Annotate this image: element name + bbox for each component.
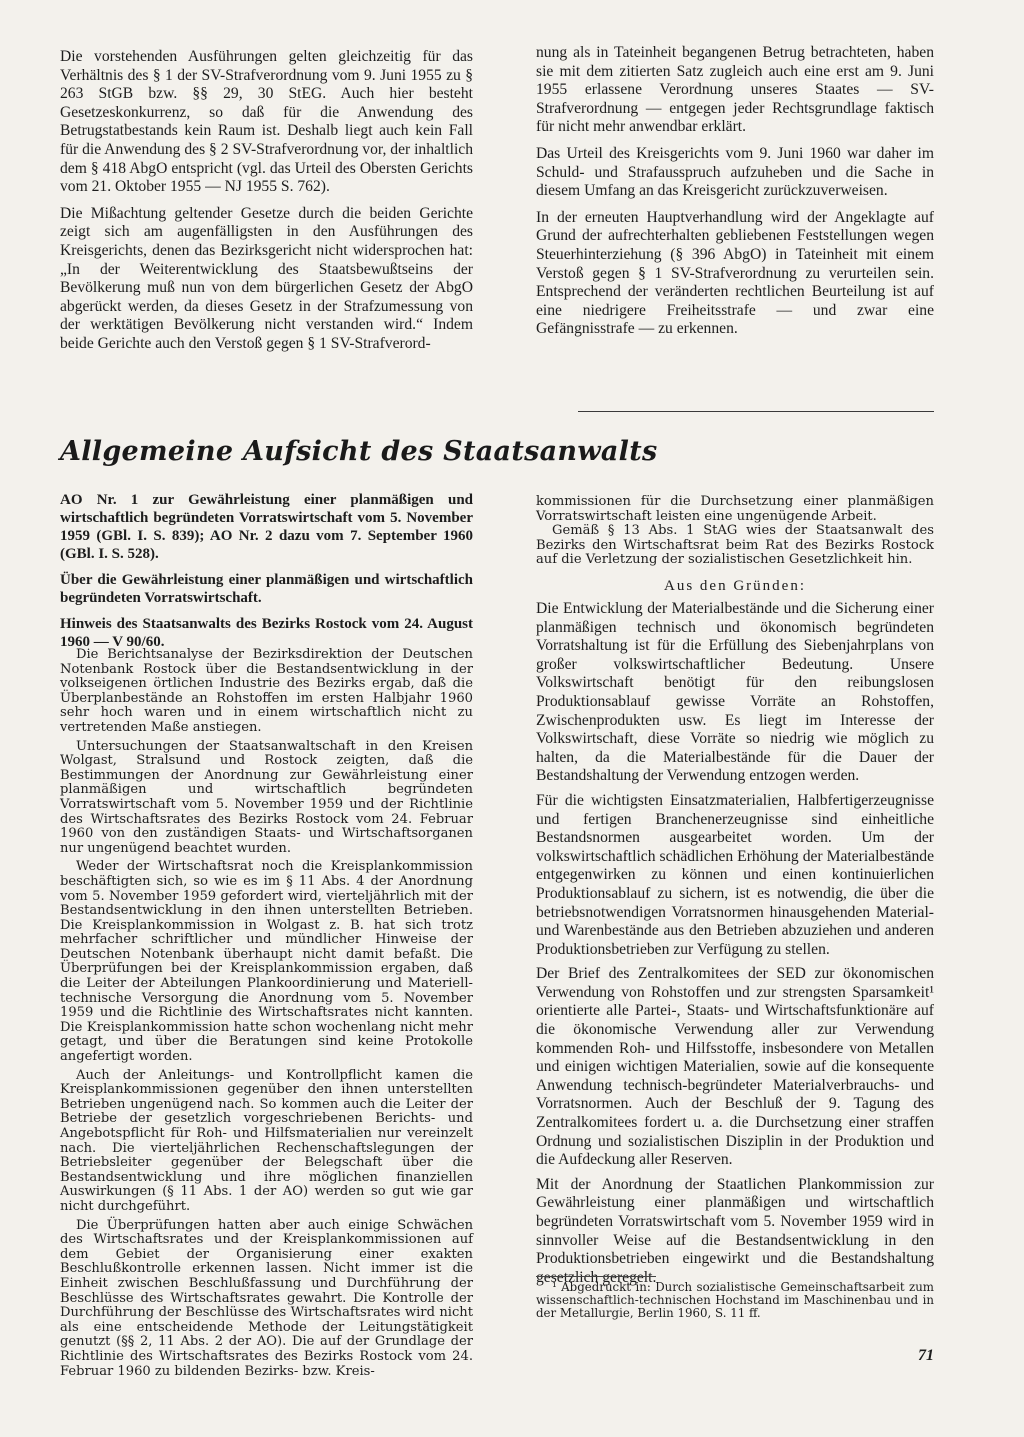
facts-continuation (536, 495, 934, 568)
paragraph: Die vorstehenden Ausführungen gelten gleichzeitig für das Verhältnis des § 1 der SV-Strafverordnung vom 9. Juni 1955 zu § 263 StGB bzw. §§ 29, 30 StEG. Auch hier besteht Gesetzeskonkurrenz, so daß für die Anwendung des Betrugstatbestands kein Raum ist. Deshalb liegt auch kein Fall für die Anwendung des § 2 SV-Strafverordnung vor, der inhaltlich dem § 418 AbgO entspricht (vgl. das Urteil des Obersten Gerichts vom 21. Oktober 1955 — NJ 1955 S. 762). (60, 48, 473, 196)
footnote (536, 1281, 934, 1320)
paragraph: Für die wichtigsten Einsatzmaterialien, Halbfertigerzeugnisse und fertigen Branchenerzeugnisse sind einheitliche Bestandsnormen ausgearbeitet worden. Um der volkswirtschaftlich schädlichen Erhöhung der Materialbestände entgegenwirken zu können und einen kontinuierlichen Produktionsablauf zu sichern, ist es notwendig, die über die betriebsnotwendigen Vorratsnormen hinausgehenden Material- und Warenbestände aus den Betrieben abzuziehen und anderen Produktionsbetrieben zur Verfügung zu stellen. (536, 791, 934, 958)
paragraph: Gemäß § 13 Abs. 1 StAG wies der Staatsanwalt des Bezirks den Wirtschaftsrat beim Rat des Bezirks Rostock auf die Verletzung der sozialistischen Gesetzlichkeit hin. (536, 523, 934, 568)
paragraph: Die Entwicklung der Materialbestände und die Sicherung einer planmäßigen technisch und ökonomisch begründeten Vorratshaltung ist für die Erfüllung des Siebenjahrplans von großer volkswirtschaftlicher Bedeutung. Unsere Volkswirtschaft benötigt für den reibungslosen Produktionsablauf gewisse Vorräte an Rohstoffen, Zwischenprodukten usw. Es liegt im Interesse der Volkswirtschaft, diese Vorräte so niedrig wie möglich zu halten, da die Materialbestände für die Dauer der Bestandshaltung der Verwendung entzogen werden. (536, 600, 934, 785)
page-number: 71 (918, 1347, 934, 1364)
paragraph: In der erneuten Hauptverhandlung wird der Angeklagte auf Grund der aufrechterhalten gebliebenen Feststellungen wegen Steuerhinterziehung (§ 396 AbgO) in Tateinheit mit einem Verstoß gegen § 1 SV-Strafverordnung zu verurteilen sein. Entsprechend der veränderten rechtlichen Beurteilung ist auf eine niedrigere Freiheitsstrafe — und zwar eine Gefängnisstrafe — zu erkennen. (536, 208, 934, 338)
decision-heading: Hinweis des Staatsanwalts des Bezirks Rostock vom 24. August 1960 — V 90/60. (60, 616, 473, 650)
paragraph: Die Mißachtung geltender Gesetze durch die beiden Gerichte zeigt sich am augenfälligsten in den Ausführungen des Kreisgerichts, denen das Bezirksgericht nicht widersprochen hat: „In der Weiterentwicklung des Staatsbewußtseins der Bevölkerung muß nun von dem bürgerlichen Gesetz der AbgO abgerückt werden, da dieses Gesetz in der Strafzumessung von der werktätigen Bevölkerung nicht verstanden wird.“ Indem beide Gerichte auch den Verstoß gegen § 1 SV-Strafverord- (60, 204, 473, 352)
reasons-column (536, 600, 934, 1287)
paragraph: Mit der Anordnung der Staatlichen Plankommission zur Gewährleistung einer planmäßigen und wirtschaftlich begründeten Vorratswirtschaft vom 5. November 1959 wird in sinnvoller Weise auf die Bestandsentwicklung in den Produktionsbetrieben eingewirkt und die Bestandshaltung gesetzlich geregelt. (536, 1175, 934, 1286)
reasons-heading: Aus den Gründen: (664, 578, 806, 594)
footnote-divider (536, 1276, 656, 1277)
section-heading: Allgemeine Aufsicht des Staatsanwalts (60, 436, 658, 467)
paragraph: Untersuchungen der Staatsanwaltschaft in den Kreisen Wolgast, Stralsund und Rostock zeigten, daß die Bestimmungen der Anordnung zur Gewährleistung einer planmäßigen und wirtschaftlich begründeten Vorratswirtschaft vom 5. November 1959 und der Richtlinie des Wirtschaftsrates des Bezirks Rostock vom 24. Februar 1960 von den zuständigen Staats- und Wirtschaftsorganen nur ungenügend beachtet wurden. (60, 738, 473, 856)
paragraph: nung als in Tateinheit begangenen Betrug betrachteten, haben sie mit dem zitierten Satz zugleich auch eine erst am 9. Juni 1955 erlassene Verordnung unseres Staates — SV-Strafverordnung — entgegen jeder Rechtsgrundlage faktisch für nicht mehr anwendbar erklärt. (536, 44, 934, 136)
paragraph: Der Brief des Zentralkomitees der SED zur ökonomischen Verwendung von Rohstoffen und zur strengsten Sparsamkeit¹ orientierte alle Partei-, Staats- und Wirtschaftsfunktionäre auf die ökonomische Verwendung aller zur Verwendung kommenden Roh- und Hilfsstoffe, insbesondere von Metallen und einigen wichtigen Materialien, sowie auf die konsequente Anwendung technisch-begründeter Materialverbrauchs- und Vorratsnormen. Auch der Beschluß der 9. Tagung des Zentralkomitees fordert u. a. die Durchsetzung einer straffen Ordnung und sozialistischen Disziplin in der Produktion und die Aufdeckung aller Reserven. (536, 965, 934, 1169)
footnote-text: ¹ Abgedruckt in: Durch sozialistische Gemeinschaftsarbeit zum wissenschaftlich-technischen Hochstand im Maschinenbau und in der Metallurgie, Berlin 1960, S. 11 ff. (536, 1280, 934, 1320)
paragraph: Die Berichtsanalyse der Bezirksdirektion der Deutschen Notenbank Rostock über die Bestandsentwicklung in der volkseigenen örtlichen Industrie des Bezirks ergab, daß die Überplanbestände an Rohstoffen im ersten Halbjahr 1960 sehr hoch waren und in einem wirtschaftlich nicht zu vertretenden Maße anstiegen. (60, 647, 473, 735)
decision-heading: AO Nr. 1 zur Gewährleistung einer planmäßigen und wirtschaftlich begründeten Vorratswirtschaft vom 5. November 1959 (GBl. I. S. 839); AO Nr. 2 dazu vom 7. September 1960 (GBl. I. S. 528). (60, 492, 473, 562)
decision-heading: Über die Gewährleistung einer planmäßigen und wirtschaftlich begründeten Vorratswirtschaft. (60, 572, 473, 606)
facts-column (60, 648, 473, 1379)
paragraph: Weder der Wirtschaftsrat noch die Kreisplankommission beschäftigten sich, so wie es im § 11 Abs. 4 der Anordnung vom 5. November 1959 gefordert wird, vierteljährlich mit der Bestandsentwicklung in den ihnen unterstellten Betrieben. Die Kreisplankommission in Wolgast z. B. hat sich trotz mehrfacher schriftlicher und mündlicher Hinweise der Deutschen Notenbank überhaupt nicht damit befaßt. Die Überprüfungen bei der Kreisplankommission ergaben, daß die Leiter der Abteilungen Plankoordinierung und Materiell-technische Versorgung die Anordnung vom 5. November 1959 und die Richtlinie des Wirtschaftsrates nicht kannten. Die Kreisplankommission hatte schon wochenlang nicht mehr getagt, und über die Beratungen sind keine Protokolle angefertigt worden. (60, 859, 473, 1065)
decision-headings (60, 491, 473, 659)
paragraph: kommissionen für die Durchsetzung einer planmäßigen Vorratswirtschaft leisten eine ungenügende Arbeit. (536, 494, 934, 524)
top-right-column (536, 44, 934, 339)
section-divider (578, 411, 934, 412)
paragraph: Auch der Anleitungs- und Kontrollpflicht kamen die Kreisplankommissionen gegenüber den ihnen unterstellten Betrieben ungenügend nach. So kommen auch die Leiter der Betriebe der gesetzlich vorgeschriebenen Berichts- und Angebotspflicht für Roh- und Hilfsmaterialien nur vereinzelt nach. Die vierteljährlichen Rechenschaftslegungen der Betriebsleiter gegenüber der Belegschaft über die Bestandsentwicklung und ihre möglichen finanziellen Auswirkungen (§ 11 Abs. 1 der AO) werden so gut wie gar nicht durchgeführt. (60, 1067, 473, 1214)
top-left-column (60, 48, 473, 354)
paragraph: Die Überprüfungen hatten aber auch einige Schwächen des Wirtschaftsrates und der Kreisplankommissionen auf dem Gebiet der Organisierung einer exakten Beschlußkontrolle erkennen lassen. Nicht immer ist die Einheit zwischen Beschlußfassung und Durchführung der Beschlüsse des Wirtschaftsrates gewahrt. Die Kontrolle der Durchführung der Beschlüsse des Wirtschaftsrates wird nicht als eine entscheidende Methode der Leitungstätigkeit genutzt (§§ 2, 11 Abs. 2 der AO). Die auf der Grundlage der Richtlinie des Wirtschaftsrates des Bezirks Rostock vom 24. Februar 1960 zu bildenden Bezirks- bzw. Kreis- (60, 1217, 473, 1379)
paragraph: Das Urteil des Kreisgerichts vom 9. Juni 1960 war daher im Schuld- und Strafausspruch aufzuheben und die Sache in diesem Umfang an das Kreisgericht zurückzuverweisen. (536, 144, 934, 200)
